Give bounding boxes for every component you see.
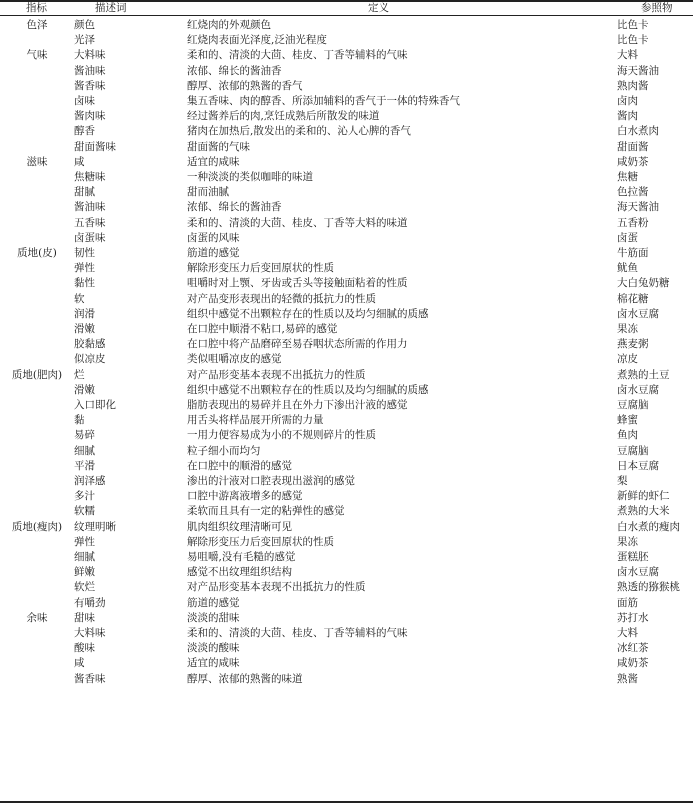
definition-cell: 脂肪表现出的易碎并且在外力下渗出汁液的感觉: [187, 399, 408, 411]
definition-cell: 醇厚、浓郁的熟酱的香气: [187, 79, 303, 92]
reference-cell: 卤水豆腐: [617, 307, 659, 320]
definition-cell: 红烧肉的外观颜色: [187, 19, 271, 31]
definition-cell: 适宜的咸味: [187, 657, 240, 670]
reference-cell: 大料: [617, 49, 638, 62]
table-row: [0, 307, 693, 322]
descriptor-cell: 甜面酱味: [74, 140, 116, 153]
reference-cell: 鱼肉: [617, 429, 638, 442]
table-row: [0, 398, 693, 413]
definition-cell: 浓郁、绵长的酱油香: [187, 201, 282, 214]
definition-cell: 一种淡淡的类似咖啡的味道: [187, 171, 313, 183]
descriptor-cell: 甜味: [74, 611, 95, 624]
definition-cell: 在口腔中的顺滑的感觉: [187, 459, 292, 472]
definition-cell: 甜而油腻: [187, 186, 229, 199]
reference-cell: 五香粉: [617, 216, 649, 229]
reference-cell: 海天酱油: [617, 201, 659, 214]
definition-cell: 对产品变形表现出的轻微的抵抗力的性质: [187, 292, 376, 305]
header-reference: 参照物: [641, 2, 673, 14]
table-row: [0, 48, 693, 63]
descriptor-cell: 有嚼劲: [74, 596, 106, 609]
descriptor-cell: 咸: [74, 155, 85, 168]
definition-cell: 经过酱养后的肉,烹饪成熟后所散发的味道: [187, 110, 380, 123]
definition-cell: 适宜的咸味: [187, 155, 240, 168]
reference-cell: 果冻: [617, 323, 638, 335]
descriptor-cell: 酱油味: [74, 201, 106, 214]
descriptor-cell: 韧性: [74, 247, 95, 259]
reference-cell: 苏打水: [617, 611, 649, 624]
table-row: [0, 155, 693, 170]
indicator-cell: 色泽: [26, 19, 48, 31]
descriptor-cell: 纹理明晰: [74, 520, 116, 533]
descriptor-cell: 甜腻: [74, 186, 95, 199]
descriptor-cell: 细腻: [74, 444, 95, 457]
descriptor-cell: 似凉皮: [74, 353, 106, 366]
table-row: [0, 216, 693, 231]
descriptor-cell: 光泽: [74, 34, 95, 47]
table-row: [0, 565, 693, 580]
reference-cell: 酱肉: [617, 110, 638, 123]
table-row: [0, 550, 693, 565]
table-row: [0, 580, 693, 595]
definition-cell: 解除形变压力后变回原状的性质: [187, 535, 334, 548]
header-definition: 定义: [368, 2, 389, 14]
descriptor-cell: 大料味: [74, 627, 106, 639]
descriptor-cell: 卤味: [74, 95, 95, 107]
definition-cell: 柔和的、清淡的大茴、桂皮、丁香等大料的味道: [187, 216, 408, 229]
descriptor-cell: 平滑: [74, 459, 95, 472]
table-row: [0, 109, 693, 124]
definition-cell: 对产品形变基本表现不出抵抗力的性质: [187, 368, 366, 381]
table-row: [0, 489, 693, 504]
definition-cell: 解除形变压力后变回原状的性质: [187, 262, 334, 275]
definition-cell: 咀嚼时对上颚、牙齿或舌头等接触面粘着的性质: [187, 277, 408, 290]
table-row: [0, 672, 693, 687]
reference-cell: 鱿鱼: [617, 262, 638, 275]
descriptor-cell: 滑嫩: [74, 383, 95, 396]
definition-cell: 在口腔中将产品磨碎至易吞咽状态所需的作用力: [187, 338, 408, 351]
descriptor-cell: 颜色: [74, 19, 95, 31]
reference-cell: 熟透的猕猴桃: [617, 581, 680, 594]
table-row: [0, 292, 693, 307]
reference-cell: 面筋: [617, 596, 638, 609]
table-row: [0, 94, 693, 109]
descriptor-cell: 酱香味: [74, 79, 106, 92]
reference-cell: 卤肉: [617, 95, 638, 107]
descriptor-cell: 黏性: [74, 277, 95, 290]
reference-cell: 冰红茶: [617, 642, 649, 655]
descriptor-cell: 弹性: [74, 262, 95, 275]
reference-cell: 新鲜的虾仁: [617, 490, 670, 503]
descriptor-cell: 弹性: [74, 535, 95, 548]
indicator-cell: 滋味: [26, 155, 48, 168]
definition-cell: 易咀嚼,没有毛糙的感觉: [187, 551, 296, 563]
table-row: [0, 170, 693, 185]
definition-cell: 一用力便容易成为小的不规则碎片的性质: [187, 429, 376, 442]
definition-cell: 对产品形变基本表现不出抵抗力的性质: [187, 581, 366, 594]
definition-cell: 口腔中游离液增多的感觉: [187, 490, 303, 503]
definition-cell: 在口腔中顺滑不粘口,易碎的感觉: [187, 323, 338, 335]
reference-cell: 比色卡: [617, 19, 649, 31]
reference-cell: 白水煮的瘦肉: [617, 520, 680, 533]
table-row: [0, 474, 693, 489]
descriptor-cell: 多汁: [74, 490, 95, 503]
descriptor-cell: 大料味: [74, 49, 106, 62]
reference-cell: 卤水豆腐: [617, 383, 659, 396]
table-row: [0, 185, 693, 200]
descriptor-cell: 鲜嫩: [74, 566, 95, 579]
descriptor-cell: 酱肉味: [74, 110, 106, 123]
table-row: [0, 641, 693, 656]
table-row: [0, 368, 693, 383]
reference-cell: 大料: [617, 627, 638, 639]
header-indicator: 指标: [26, 2, 47, 14]
reference-cell: 比色卡: [617, 34, 649, 47]
reference-cell: 大白兔奶糖: [617, 277, 670, 290]
descriptor-cell: 软: [74, 292, 85, 305]
descriptor-cell: 烂: [74, 368, 85, 381]
definition-cell: 柔软而且具有一定的粘弹性的感觉: [187, 505, 345, 518]
reference-cell: 梨: [617, 475, 628, 487]
definition-cell: 浓郁、绵长的酱油香: [187, 64, 282, 77]
table-row: [0, 626, 693, 641]
definition-cell: 柔和的、清淡的大茴、桂皮、丁香等辅料的气味: [187, 627, 408, 639]
table-bottom-rule: [0, 801, 693, 803]
descriptor-cell: 软糯: [74, 505, 95, 518]
descriptor-cell: 软烂: [74, 581, 95, 594]
reference-cell: 甜面酱: [617, 140, 649, 153]
table-row: [0, 246, 693, 261]
definition-cell: 筋道的感觉: [187, 596, 240, 609]
reference-cell: 豆腐脑: [617, 399, 649, 411]
reference-cell: 熟肉酱: [617, 79, 649, 92]
descriptor-cell: 滑嫩: [74, 323, 95, 335]
definition-cell: 感觉不出纹理组织结构: [187, 566, 292, 579]
reference-cell: 咸奶茶: [617, 155, 649, 168]
reference-cell: 咸奶茶: [617, 657, 649, 670]
table-row: [0, 656, 693, 671]
reference-cell: 卤水豆腐: [617, 566, 659, 579]
definition-cell: 集五香味、肉的醇香、所添加辅料的香气于一体的特殊香气: [187, 95, 460, 107]
table-row: [0, 520, 693, 535]
reference-cell: 牛筋面: [617, 247, 649, 259]
descriptor-cell: 五香味: [74, 216, 106, 229]
table-row: [0, 444, 693, 459]
reference-cell: 凉皮: [617, 353, 638, 366]
reference-cell: 棉花糖: [617, 292, 649, 305]
indicator-cell: 质地(皮): [17, 247, 57, 259]
descriptor-cell: 酱香味: [74, 672, 106, 685]
definition-cell: 甜面酱的气味: [187, 140, 250, 153]
definition-cell: 类似咀嚼凉皮的感觉: [187, 353, 282, 366]
definition-cell: 用舌头将样品展开所需的力量: [187, 414, 324, 427]
definition-cell: 红烧肉表面光泽度,泛油光程度: [187, 34, 327, 47]
header-rule: [0, 15, 693, 16]
reference-cell: 蜂蜜: [617, 414, 638, 427]
definition-cell: 淡淡的甜味: [187, 611, 240, 624]
reference-cell: 煮熟的土豆: [617, 368, 670, 381]
table-row: [0, 200, 693, 215]
reference-cell: 白水煮肉: [617, 125, 659, 138]
table-row: [0, 322, 693, 337]
table-row: [0, 276, 693, 291]
table-row: [0, 504, 693, 519]
definition-cell: 淡淡的酸味: [187, 642, 240, 655]
reference-cell: 焦糖: [617, 171, 638, 183]
definition-cell: 组织中感觉不出颗粒存在的性质以及均匀细腻的质感: [187, 383, 429, 396]
table-row: [0, 18, 693, 33]
definition-cell: 粒子细小而均匀: [187, 444, 261, 457]
reference-cell: 蛋糕胚: [617, 551, 649, 563]
indicator-cell: 气味: [26, 49, 48, 62]
table-row: [0, 428, 693, 443]
table-row: [0, 33, 693, 48]
definition-cell: 组织中感觉不出颗粒存在的性质以及均匀细腻的质感: [187, 307, 429, 320]
definition-cell: 肌肉组织纹理清晰可见: [187, 520, 292, 533]
table-row: [0, 231, 693, 246]
reference-cell: 豆腐脑: [617, 444, 649, 457]
descriptor-cell: 醇香: [74, 125, 95, 138]
definition-cell: 卤蛋的风味: [187, 231, 240, 244]
table-row: [0, 611, 693, 626]
descriptor-cell: 卤蛋味: [74, 231, 106, 244]
indicator-cell: 余味: [26, 611, 48, 624]
descriptor-cell: 焦糖味: [74, 171, 106, 183]
definition-cell: 醇厚、浓郁的熟酱的味道: [187, 672, 303, 685]
table-row: [0, 261, 693, 276]
table-row: [0, 596, 693, 611]
definition-cell: 渗出的汁液对口腔表现出滋润的感觉: [187, 475, 355, 487]
table-row: [0, 79, 693, 94]
definition-cell: 柔和的、清淡的大茴、桂皮、丁香等辅料的气味: [187, 49, 408, 62]
table-row: [0, 383, 693, 398]
header-descriptor: 描述词: [95, 2, 127, 14]
definition-cell: 猪肉在加热后,散发出的柔和的、沁人心脾的香气: [187, 125, 411, 138]
definition-cell: 筋道的感觉: [187, 247, 240, 259]
reference-cell: 海天酱油: [617, 64, 659, 77]
reference-cell: 燕麦粥: [617, 338, 649, 351]
table-row: [0, 535, 693, 550]
indicator-cell: 质地(瘦肉): [11, 520, 63, 533]
descriptor-cell: 易碎: [74, 429, 95, 442]
descriptor-cell: 润滑: [74, 307, 95, 320]
descriptor-cell: 入口即化: [74, 399, 116, 411]
reference-cell: 果冻: [617, 535, 638, 548]
reference-cell: 日本豆腐: [617, 459, 659, 472]
descriptor-cell: 润泽感: [74, 475, 106, 487]
descriptor-cell: 酸味: [74, 642, 95, 655]
reference-cell: 卤蛋: [617, 231, 638, 244]
descriptor-cell: 咸: [74, 657, 85, 670]
table-row: [0, 352, 693, 367]
reference-cell: 煮熟的大米: [617, 505, 670, 518]
reference-cell: 熟酱: [617, 672, 638, 685]
table-row: [0, 124, 693, 139]
table-row: [0, 459, 693, 474]
table-row: [0, 413, 693, 428]
reference-cell: 色拉酱: [617, 186, 649, 199]
descriptor-cell: 细腻: [74, 551, 95, 563]
table-row: [0, 337, 693, 352]
indicator-cell: 质地(肥肉): [11, 368, 63, 381]
table-row: [0, 64, 693, 79]
descriptor-cell: 酱油味: [74, 64, 106, 77]
descriptor-cell: 黏: [74, 414, 85, 427]
descriptor-cell: 胶黏感: [74, 338, 106, 351]
table-header: [0, 1, 693, 16]
table-row: [0, 140, 693, 155]
